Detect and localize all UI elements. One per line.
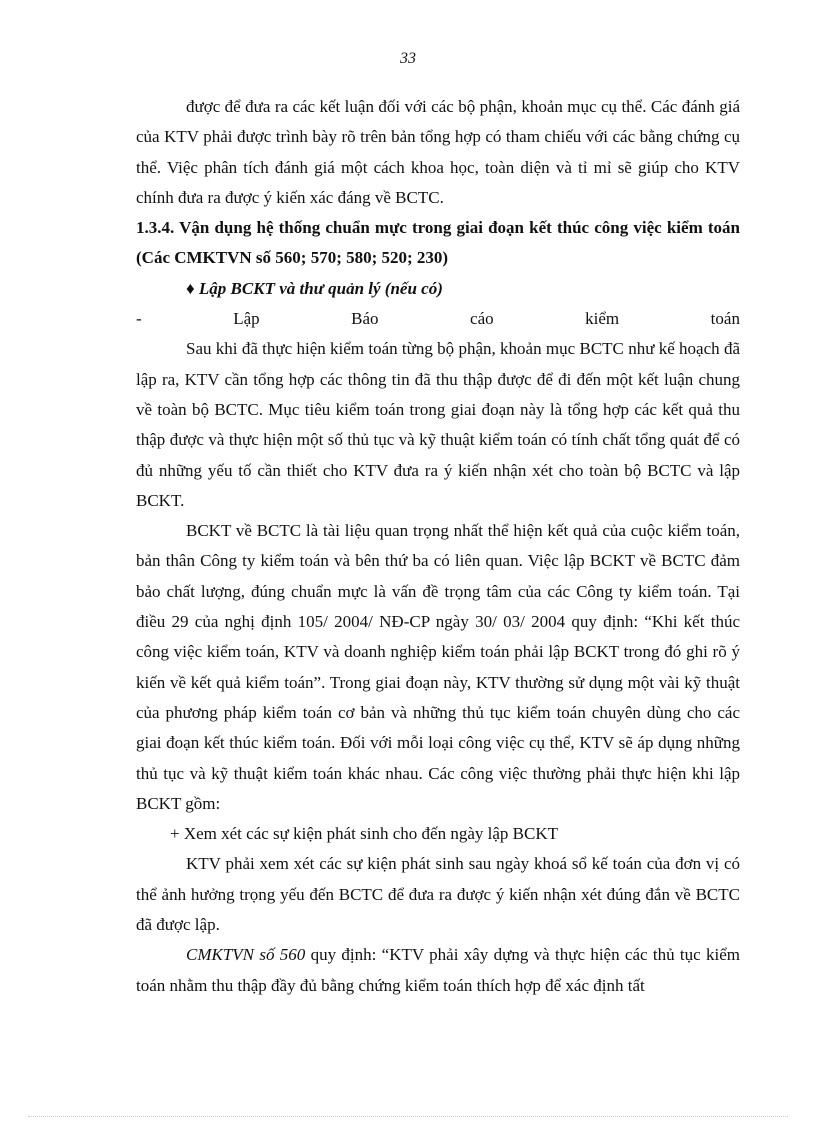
subsection-heading: ♦ Lập BCKT và thư quản lý (nếu có) (186, 278, 443, 298)
page-number: 33 (400, 50, 416, 67)
paragraph-report-importance: BCKT về BCTC là tài liệu quan trọng nhất thể hiện kết quả của cuộc kiểm toán, bản thân Công ty kiểm toán và bên thứ ba có liên quan. Việc lập BCKT về BCTC đảm bảo chất lượng, đúng chuẩn mực là vấn đề trọng tâm của các Công ty kiểm toán. Tại điều 29 của nghị định 105/ 2004/ NĐ-CP ngày 30/ 03/ 2004 quy định: “Khi kết thúc công việc kiểm toán, KTV và doanh nghiệp kiểm toán phải lập BCKT trong đó ghi rõ ý kiến về kết quả kiểm toán”. Trong giai đoạn này, KTV thường sử dụng một vài kỹ thuật của phương pháp kiểm toán cơ bản và những thủ tục kiểm toán chuyên dùng cho các giai đoạn kết thúc kiểm toán. Đối với mỗi loại công việc cụ thể, KTV sẽ áp dụng những thủ tục và kỹ thuật kiểm toán khác nhau. Các công việc thường phải thực hiện khi lập BCKT gồm: (136, 521, 740, 813)
paragraph-subsequent-events: KTV phải xem xét các sự kiện phát sinh sau ngày khoá sổ kế toán của đơn vị có thể ảnh hưởng trọng yếu đến BCTC để đưa ra được ý kiến nhận xét đúng đắn về BCTC đã được lập. (136, 854, 740, 935)
list-item: + Xem xét các sự kiện phát sinh cho đến ngày lập BCKT (170, 824, 558, 844)
spread-word: cáo (470, 309, 494, 329)
spread-word: toán (710, 309, 740, 329)
standard-quote: quy định: “KTV phải xây dựng và thực hiện các thủ tục kiểm toán nhằm thu thập đầy đủ bằng chứng kiểm toán thích hợp để xác định tất (136, 945, 740, 995)
page-content (136, 92, 740, 1001)
spread-line (136, 304, 740, 334)
page-bottom-divider (28, 1116, 788, 1117)
spread-word: - (136, 309, 142, 329)
paragraph-evaluation: được để đưa ra các kết luận đối với các bộ phận, khoản mục cụ thể. Các đánh giá của KTV phải được trình bày rõ trên bản tổng hợp có tham chiếu với các bằng chứng cụ thể. Việc phân tích đánh giá một cách khoa học, toàn diện và tỉ mỉ sẽ giúp cho KTV chính đưa ra được ý kiến xác đáng về BCTC. (136, 97, 740, 207)
standard-reference: CMKTVN số 560 (186, 945, 306, 965)
paragraph-summary: Sau khi đã thực hiện kiểm toán từng bộ phận, khoản mục BCTC như kế hoạch đã lập ra, KTV cần tổng hợp các thông tin đã thu thập được để đi đến một kết luận chung về toàn bộ BCTC. Mục tiêu kiểm toán trong giai đoạn này là tổng hợp các kết quả thu thập được và thực hiện một số thủ tục và kỹ thuật kiểm toán có tính chất tổng quát để có đủ những yếu tố cần thiết cho KTV đưa ra ý kiến nhận xét cho toàn bộ BCTC và lập BCKT. (136, 339, 740, 510)
spread-word: Lập (233, 309, 260, 329)
paragraph-standard-560 (136, 940, 740, 1001)
spread-word: Báo (351, 309, 379, 329)
spread-word: kiểm (585, 309, 620, 329)
section-heading: 1.3.4. Vận dụng hệ thống chuẩn mực trong giai đoạn kết thúc công việc kiểm toán (Các CMKTVN số 560; 570; 580; 520; 230) (136, 218, 740, 268)
